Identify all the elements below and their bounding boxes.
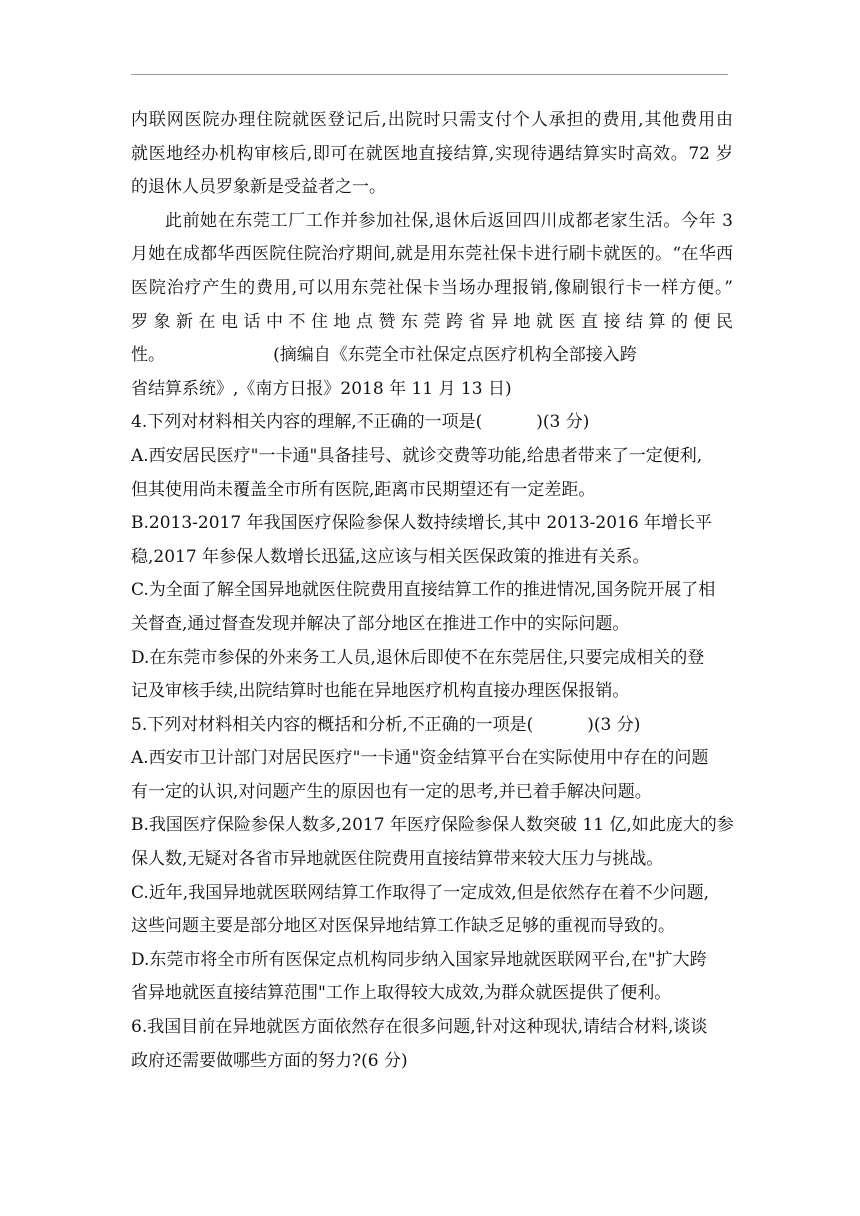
option-c: C.近年,我国异地就医联网结算工作取得了一定成效,但是依然存在着不少问题, [131, 882, 710, 903]
question-6 [131, 1011, 733, 1078]
option-d: D.在东莞市参保的外来务工人员,退休后即使不在东莞居住,只要完成相关的登 [131, 647, 705, 668]
option-b: B.2013-2017 年我国医疗保险参保人数持续增长,其中 2013-2016 年增长平 [131, 513, 713, 534]
passage-line: 内联网医院办理住院就医登记后,出院时只需支付个人承担的费用,其他费用由 [131, 110, 733, 130]
option-a: A.西安居民医疗"一卡通"具备挂号、就诊交费等功能,给患者带来了一定便利, [131, 445, 703, 466]
passage-line: 就医地经办机构审核后,即可在就医地直接结算,实现待遇结算实时高效。72 岁 [131, 143, 733, 164]
option-b-cont: 保人数,无疑对各省市异地就医住院费用直接结算带来较大压力与挑战。 [131, 849, 664, 870]
option-b-cont: 稳,2017 年参保人数增长迅猛,这应该与相关医保政策的推进有关系。 [131, 546, 650, 567]
question-stem: 6.我国目前在异地就医方面依然存在很多问题,针对这种现状,请结合材料,谈谈 [131, 1017, 708, 1038]
option-a-cont: 但其使用尚未覆盖全市所有医院,距离市民期望还有一定差距。 [131, 479, 596, 500]
question-4 [131, 406, 733, 708]
header-rule [131, 74, 728, 75]
option-c-cont: 这些问题主要是部分地区对医保异地结算工作缺乏足够的重视而导致的。 [131, 916, 675, 937]
passage-line: 月她在成都华西医院住院治疗期间,就是用东莞社保卡进行刷卡就医的。“在华西 [131, 244, 733, 265]
option-d-cont: 记及审核手续,出院结算时也能在异地医疗机构直接办理医保报销。 [131, 681, 630, 702]
option-d-cont: 省异地就医直接结算范围"工作上取得较大成效,为群众就医提供了便利。 [131, 983, 672, 1004]
passage-line: 的退休人员罗象新是受益者之一。 [131, 177, 386, 198]
question-5 [131, 709, 733, 1011]
passage-line: 罗象新在电话中不住地点赞东莞跨省异地就医直接结算的便民 [131, 311, 733, 332]
passage-source-line: 省结算系统》,《南方日报》2018 年 11 月 13 日) [131, 378, 512, 399]
option-c-cont: 关督查,通过督查发现并解决了部分地区在推进工作中的实际问题。 [131, 613, 630, 634]
option-a-cont: 有一定的认识,对问题产生的原因也有一定的思考,并已着手解决问题。 [131, 781, 652, 802]
option-a: A.西安市卫计部门对居民医疗"一卡通"资金结算平台在实际使用中存在的问题 [131, 748, 709, 769]
passage-line: 医院治疗产生的费用,可以用东莞社保卡当场办理报销,像刷银行卡一样方便。” [131, 277, 733, 298]
option-b: B.我国医疗保险参保人数多,2017 年医疗保险参保人数突破 11 亿,如此庞大的参 [131, 815, 734, 836]
question-stem: 4.下列对材料相关内容的理解,不正确的一项是( )(3 分) [131, 412, 590, 433]
option-d: D.东莞市将全市所有医保定点机构同步纳入国家异地就医联网平台,在"扩大跨 [131, 949, 707, 970]
question-stem: 5.下列对材料相关内容的概括和分析,不正确的一项是( )(3 分) [131, 714, 641, 735]
document-body [131, 104, 733, 1078]
passage-line: 此前她在东莞工厂工作并参加社保,退休后返回四川成都老家生活。今年 3 [165, 210, 733, 231]
passage [131, 104, 733, 406]
question-stem-cont: 政府还需要做哪些方面的努力?(6 分) [131, 1050, 408, 1071]
option-c: C.为全面了解全国异地就医住院费用直接结算工作的推进情况,国务院开展了相 [131, 580, 716, 601]
passage-source-line: 性。 (摘编自《东莞全市社保定点医疗机构全部接入跨 [131, 345, 637, 366]
